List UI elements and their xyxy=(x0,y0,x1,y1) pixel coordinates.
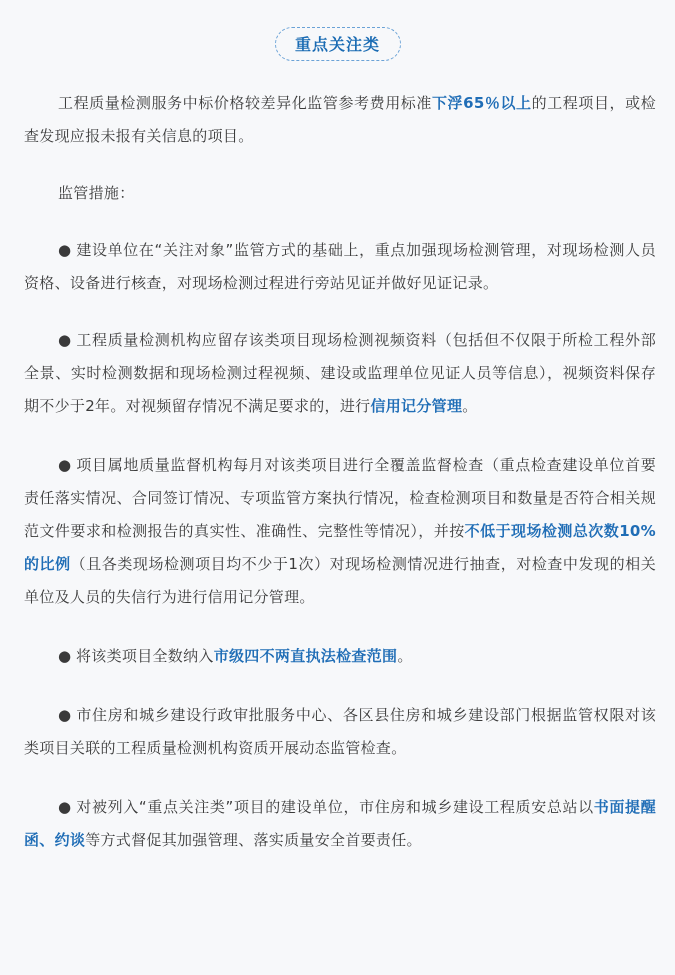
intro-highlight: 下浮65％以上 xyxy=(431,94,532,112)
measure-highlight: 书面提醒函、约谈 xyxy=(24,798,656,849)
measure-text: 对被列入“重点关注类”项目的建设单位，市住房和城乡建设工程质安总站以 xyxy=(76,798,594,816)
bullet-icon: ● xyxy=(58,241,72,259)
intro-paragraph xyxy=(24,87,656,153)
measure-text-end: （且各类现场检测项目均不少于1次）对现场检测情况进行抽查，对检查中发现的相关单位及人员的失信行为进行信用记分管理。 xyxy=(24,555,656,606)
measure-text-end: 等方式督促其加强管理、落实质量安全首要责任。 xyxy=(85,831,422,849)
bullet-icon: ● xyxy=(58,798,72,816)
measure-text-end: 。 xyxy=(397,647,413,665)
measure-highlight: 信用记分管理 xyxy=(370,397,463,415)
measure-item-6 xyxy=(24,791,656,857)
section-title-badge: 重点关注类 xyxy=(275,27,401,61)
measure-highlight: 市级四不两直执法检查范围 xyxy=(213,647,398,665)
intro-text: 工程质量检测服务中标价格较差异化监管参考费用标准 xyxy=(58,94,432,112)
measures-label: 监管措施： xyxy=(58,184,135,202)
article-content xyxy=(24,87,656,857)
bullet-icon: ● xyxy=(58,456,72,474)
measure-item-3 xyxy=(24,449,656,614)
measure-text: 市住房和城乡建设行政审批服务中心、各区县住房和城乡建设部门根据监管权限对该类项目关联的工程质量检测机构资质开展动态监管检查。 xyxy=(24,706,656,757)
measure-item-1 xyxy=(24,234,656,300)
bullet-icon: ● xyxy=(58,706,72,724)
measure-text: 建设单位在“关注对象”监管方式的基础上，重点加强现场检测管理，对现场检测人员资格、设备进行核查，对现场检测过程进行旁站见证并做好见证记录。 xyxy=(24,241,656,292)
bullet-icon: ● xyxy=(58,647,72,665)
bullet-icon: ● xyxy=(58,331,72,349)
measure-item-2 xyxy=(24,324,656,423)
intro-text-end: 的工程项目，或检查发现应报未报有关信息的项目。 xyxy=(24,94,656,145)
measure-item-4 xyxy=(24,640,656,673)
measure-text: 工程质量检测机构应留存该类项目现场检测视频资料（包括但不仅限于所检工程外部全景、实时检测数据和现场检测过程视频、建设或监理单位见证人员等信息），视频资料保存期不少于2年。对视频留存情况不满足要求的，进行 xyxy=(24,331,656,415)
measure-item-5 xyxy=(24,699,656,765)
measure-text-end: 。 xyxy=(462,397,478,415)
title-section xyxy=(0,27,675,61)
measure-text: 项目属地质量监督机构每月对该类项目进行全覆盖监督检查（重点检查建设单位首要责任落实情况、合同签订情况、专项监管方案执行情况，检查检测项目和数量是否符合相关规范文件要求和检测报告的真实性、准确性、完整性等情况），并按 xyxy=(24,456,656,540)
measure-highlight: 不低于现场检测总次数10%的比例 xyxy=(24,522,656,573)
measure-text: 将该类项目全数纳入 xyxy=(76,647,214,665)
